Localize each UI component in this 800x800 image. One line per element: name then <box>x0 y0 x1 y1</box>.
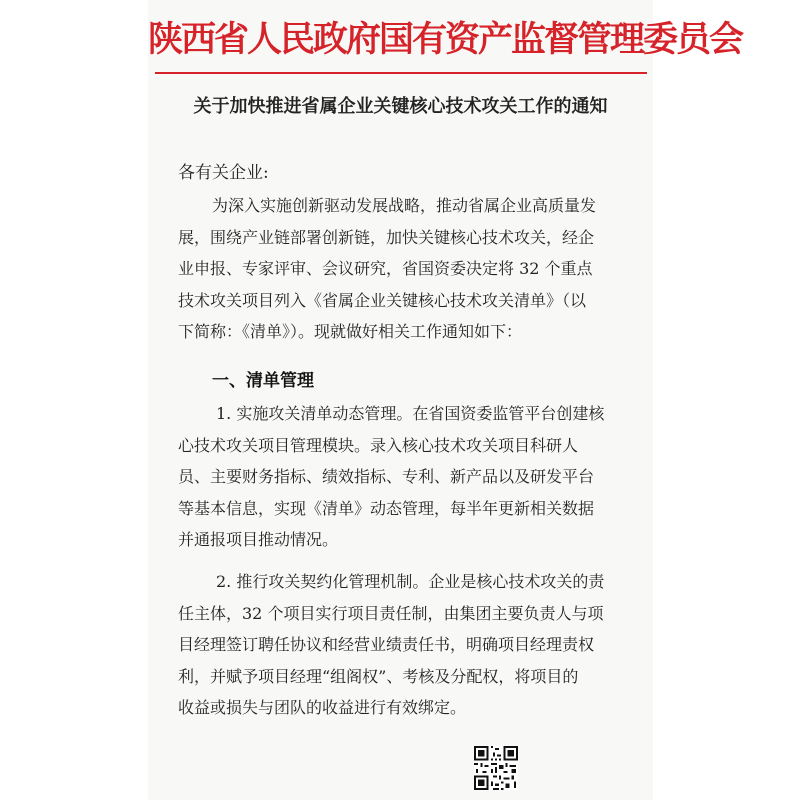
item1-line: 1. 实施攻关清单动态管理。在省国资委监管平台创建核 <box>216 404 605 423</box>
intro-line: 技术攻关项目列入《省属企业关键核心技术攻关清单》（以 <box>178 290 587 310</box>
letterhead-divider <box>155 72 647 74</box>
item1-line: 心技术攻关项目管理模块。录入核心技术攻关项目科研人 <box>178 435 579 455</box>
item2-line: 任主体，32 个项目实行项目责任制，由集团主要负责人与项 <box>178 603 604 623</box>
item1-line: 并通报项目推动情况。 <box>178 530 339 549</box>
item1-paragraph <box>178 398 628 556</box>
intro-paragraph <box>178 190 628 348</box>
qr-code-icon <box>474 746 518 790</box>
item2-line: 目经理签订聘任协议和经营业绩责任书，明确项目经理责权 <box>178 635 595 654</box>
salutation: 各有关企业: <box>178 163 269 183</box>
item2-line: 收益或损失与团队的收益进行有效绑定。 <box>178 698 467 717</box>
document-title: 关于加快推进省属企业关键核心技术攻关工作的通知 <box>193 96 608 117</box>
item2-line: 2. 推行攻关契约化管理机制。企业是核心技术攻关的责 <box>216 572 605 591</box>
item2-paragraph <box>178 566 628 724</box>
intro-line: 为深入实施创新驱动发展战略，推动省属企业高质量发 <box>212 196 597 215</box>
letterhead-org-name: 陕西省人民政府国有资产监督管理委员会 <box>148 19 743 60</box>
intro-line: 展，围绕产业链部署创新链，加快关键核心技术攻关，经企 <box>178 227 595 247</box>
item1-line: 等基本信息，实现《清单》动态管理，每半年更新相关数据 <box>178 498 595 518</box>
item1-line: 员、主要财务指标、绩效指标、专利、新产品以及研发平台 <box>178 467 595 486</box>
intro-line: 下简称：《清单》）。现就做好相关工作通知如下： <box>178 322 523 341</box>
intro-line: 业申报、专家评审、会议研究，省国资委决定将 32 个重点 <box>178 259 593 278</box>
section-heading: 一、清单管理 <box>212 371 314 391</box>
item2-line: 利，并赋予项目经理“组阁权”、考核及分配权，将项目的 <box>178 666 579 686</box>
